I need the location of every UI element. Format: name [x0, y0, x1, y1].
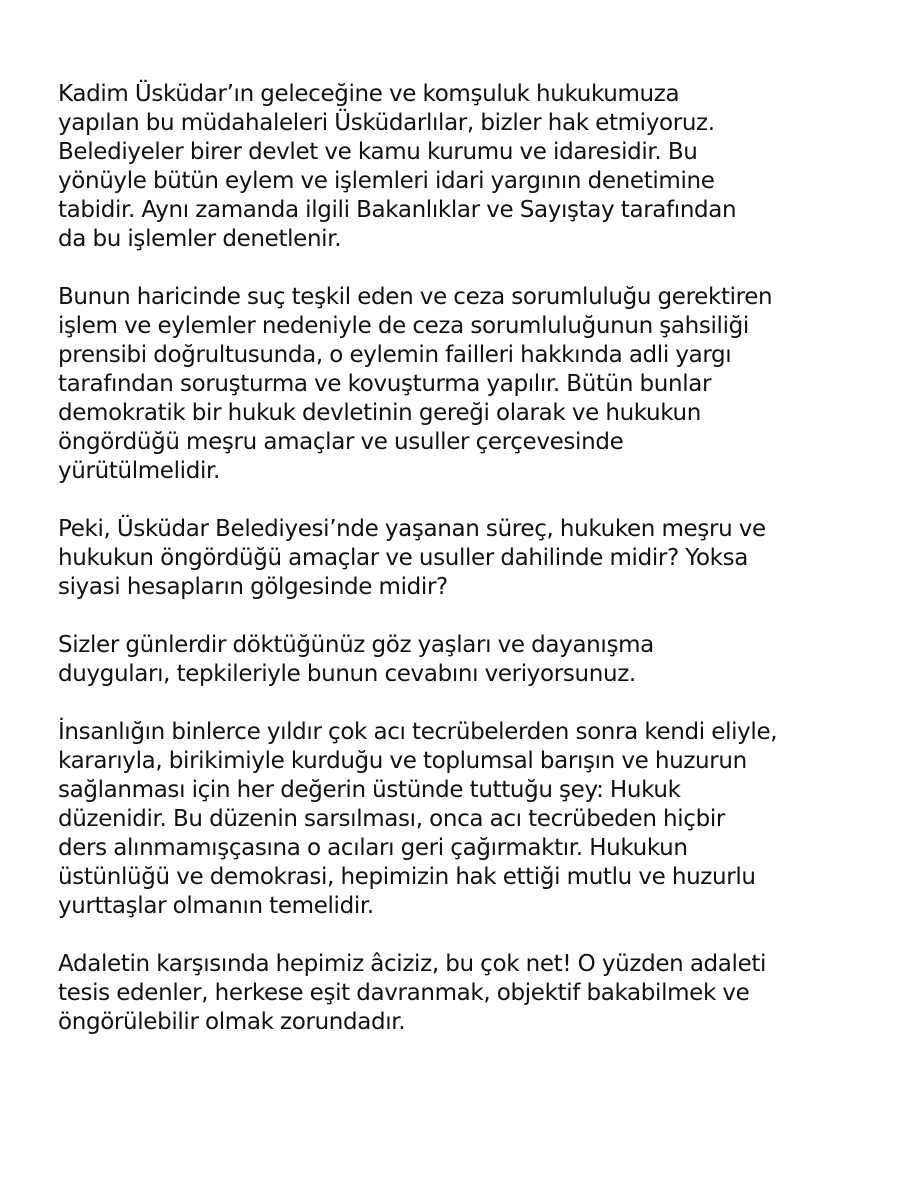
paragraph-4	[58, 631, 858, 689]
text-line: kararıyla, birikimiyle kurduğu ve toplumsal barışın ve huzurun	[58, 748, 747, 774]
text-line: da bu işlemler denetlenir.	[58, 226, 342, 252]
text-line: Sizler günlerdir döktüğünüz göz yaşları ve dayanışma	[58, 632, 654, 658]
text-line: üstünlüğü ve demokrasi, hepimizin hak ettiği mutlu ve huzurlu	[58, 864, 756, 890]
text-line: tabidir. Aynı zamanda ilgili Bakanlıklar ve Sayıştay tarafından	[58, 197, 737, 223]
text-line: İnsanlığın binlerce yıldır çok acı tecrübelerden sonra kendi eliyle,	[58, 719, 778, 745]
text-line: sağlanması için her değerin üstünde tuttuğu şey: Hukuk	[58, 777, 681, 803]
text-line: işlem ve eylemler nedeniyle de ceza sorumluluğunun şahsiliği	[58, 313, 749, 339]
text-line: Kadim Üsküdar’ın geleceğine ve komşuluk hukukumuza	[58, 81, 680, 107]
text-line: prensibi doğrultusunda, o eylemin failleri hakkında adli yargı	[58, 342, 732, 368]
text-line: düzenidir. Bu düzenin sarsılması, onca acı tecrübeden hiçbir	[58, 806, 725, 832]
text-line: yürütülmelidir.	[58, 458, 220, 484]
text-line: ders alınmamışçasına o acıları geri çağırmaktır. Hukukun	[58, 835, 688, 861]
text-line: duyguları, tepkileriyle bunun cevabını veriyorsunuz.	[58, 661, 636, 687]
text-line: demokratik bir hukuk devletinin gereği olarak ve hukukun	[58, 400, 702, 426]
text-line: Peki, Üsküdar Belediyesi’nde yaşanan süreç, hukuken meşru ve	[58, 516, 766, 542]
paragraph-1	[58, 80, 858, 254]
paragraph-3	[58, 515, 858, 602]
text-line: yönüyle bütün eylem ve işlemleri idari yargının denetimine	[58, 168, 715, 194]
statement-body	[58, 80, 858, 1066]
text-line: siyasi hesapların gölgesinde midir?	[58, 574, 448, 600]
text-line: öngörülebilir olmak zorundadır.	[58, 1009, 406, 1035]
text-line: yurttaşlar olmanın temelidir.	[58, 893, 374, 919]
text-line: Adaletin karşısında hepimiz âciziz, bu çok net! O yüzden adaleti	[58, 951, 767, 977]
text-line: Belediyeler birer devlet ve kamu kurumu ve idaresidir. Bu	[58, 139, 698, 165]
text-line: tesis edenler, herkese eşit davranmak, objektif bakabilmek ve	[58, 980, 750, 1006]
text-line: tarafından soruşturma ve kovuşturma yapılır. Bütün bunlar	[58, 371, 712, 397]
text-line: yapılan bu müdahaleleri Üsküdarlılar, bizler hak etmiyoruz.	[58, 110, 715, 136]
paragraph-6	[58, 950, 858, 1037]
text-line: öngördüğü meşru amaçlar ve usuller çerçevesinde	[58, 429, 624, 455]
text-line: hukukun öngördüğü amaçlar ve usuller dahilinde midir? Yoksa	[58, 545, 749, 571]
paragraph-2	[58, 283, 858, 486]
paragraph-5	[58, 718, 858, 921]
text-line: Bunun haricinde suç teşkil eden ve ceza sorumluluğu gerektiren	[58, 284, 773, 310]
